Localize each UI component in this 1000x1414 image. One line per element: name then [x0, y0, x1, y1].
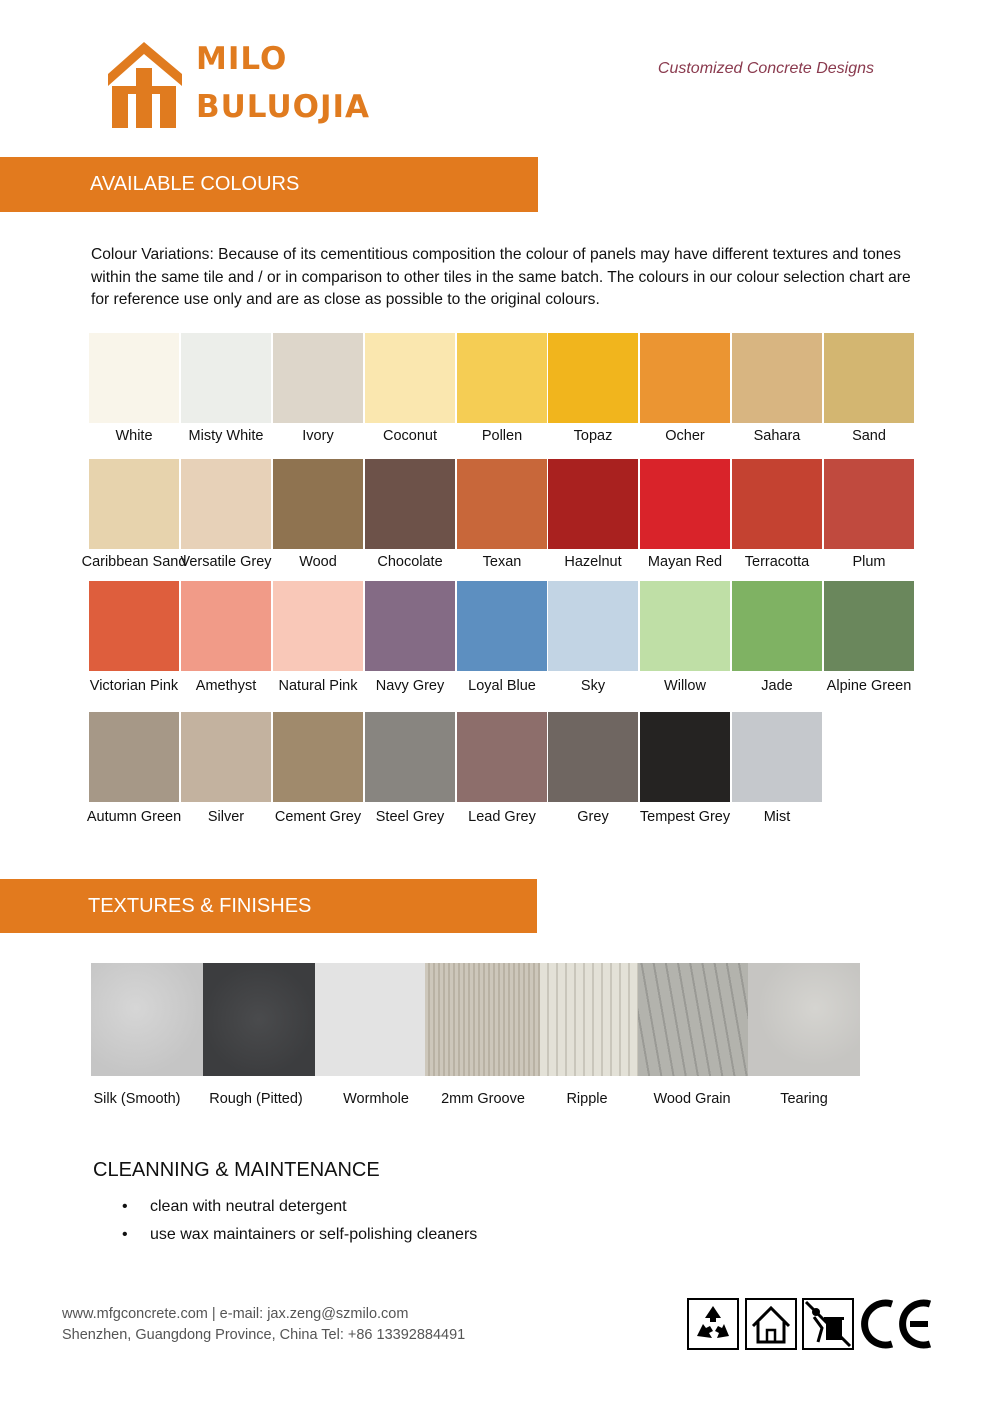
texture-sample [315, 963, 425, 1076]
house-logo-icon [106, 40, 186, 132]
colour-swatch [640, 712, 730, 802]
colour-swatch-label: Terracotta [744, 554, 810, 570]
ce-mark-text [934, 1296, 935, 1297]
texture-sample [91, 963, 203, 1076]
colour-swatch [457, 333, 547, 423]
texture-sample [203, 963, 315, 1076]
colour-swatch [365, 459, 455, 549]
colour-swatch [824, 581, 914, 671]
colour-swatch [89, 333, 179, 423]
colour-swatch-label: Topaz [573, 428, 613, 444]
cleaning-bullet: • use wax maintainers or self-polishing cleaners [122, 1221, 477, 1249]
texture-label: 2mm Groove [441, 1091, 525, 1107]
colour-swatch-label: Alpine Green [826, 678, 912, 694]
texture-label: Ripple [566, 1091, 608, 1107]
texture-label: Wormhole [343, 1091, 409, 1107]
colour-swatch-label: Victorian Pink [89, 678, 179, 694]
colour-swatch [365, 333, 455, 423]
ce-mark-icon [860, 1296, 934, 1357]
colour-swatch [457, 459, 547, 549]
colour-swatch-label: Tempest Grey [639, 809, 731, 825]
cleaning-list [122, 1193, 477, 1249]
colour-swatch [732, 459, 822, 549]
colour-swatch-label: Ocher [665, 428, 705, 444]
texture-label: Tearing [780, 1091, 828, 1107]
colour-swatch [640, 581, 730, 671]
colour-swatch-label: Coconut [382, 428, 437, 444]
colour-swatch [732, 581, 822, 671]
colour-swatch-label: Misty White [188, 428, 264, 444]
colour-swatch [273, 581, 363, 671]
colour-swatch [548, 333, 638, 423]
colour-swatch [548, 712, 638, 802]
colour-swatch-label: Grey [577, 809, 609, 825]
texture-sample [540, 963, 638, 1076]
texture-sample [638, 963, 748, 1076]
cleaning-bullet: • clean with neutral detergent [122, 1193, 477, 1221]
texture-label: Wood Grain [653, 1091, 731, 1107]
colour-swatch-label: Silver [207, 809, 245, 825]
colour-swatch [181, 712, 271, 802]
texture-sample [425, 963, 540, 1076]
colour-swatch [640, 333, 730, 423]
colour-swatch-label: Sand [852, 428, 886, 444]
logo-line2: BULUOJIA [196, 89, 371, 125]
house-icon [745, 1298, 797, 1355]
colour-swatch [824, 333, 914, 423]
colour-swatch-label: Willow [664, 678, 706, 694]
colour-swatch-label: Amethyst [195, 678, 257, 694]
tagline: Customized Concrete Designs [657, 60, 874, 77]
footer-contact [62, 1304, 465, 1346]
colour-swatch-label: Plum [852, 554, 886, 570]
colour-swatch [273, 459, 363, 549]
colour-swatch [640, 459, 730, 549]
texture-label: Silk (Smooth) [93, 1091, 181, 1107]
colour-swatch [457, 712, 547, 802]
cleaning-title: CLEANNING & MAINTENANCE [93, 1159, 380, 1181]
colour-swatch-label: Navy Grey [375, 678, 445, 694]
colour-swatch [89, 712, 179, 802]
colour-swatch [89, 459, 179, 549]
footer-web-email: www.mfgconcrete.com | e-mail: jax.zeng@szmilo.com [62, 1306, 409, 1322]
colour-swatch-label: Sky [580, 678, 606, 694]
colour-swatch [732, 333, 822, 423]
company-logo [106, 40, 406, 132]
colour-swatch [548, 459, 638, 549]
colour-swatch [273, 712, 363, 802]
colour-swatch-label: Steel Grey [375, 809, 445, 825]
colour-swatch-label: White [115, 428, 153, 444]
textures-section-title: TEXTURES & FINISHES [0, 879, 537, 933]
colour-swatch-label: Wood [299, 554, 337, 570]
no-litter-icon [802, 1298, 854, 1355]
colour-swatch-label: Versatile Grey [180, 554, 272, 570]
colour-swatch [181, 581, 271, 671]
colour-swatch-label: Natural Pink [278, 678, 358, 694]
colour-swatch [181, 333, 271, 423]
logo-line1: MILO [196, 41, 288, 77]
texture-sample [748, 963, 860, 1076]
colour-swatch-label: Cement Grey [274, 809, 362, 825]
colour-swatch [732, 712, 822, 802]
colour-swatch-label: Caribbean Sand [81, 554, 187, 570]
colour-swatch [457, 581, 547, 671]
colour-swatch [181, 459, 271, 549]
recycle-icon [687, 1298, 739, 1355]
colour-swatch-label: Ivory [302, 428, 334, 444]
colour-swatch [273, 333, 363, 423]
colour-swatch-label: Loyal Blue [468, 678, 536, 694]
colour-swatch [548, 581, 638, 671]
colour-swatch-label: Mayan Red [647, 554, 723, 570]
colour-swatch-label: Hazelnut [564, 554, 622, 570]
colour-swatch-label: Pollen [481, 428, 523, 444]
colour-swatch-label: Sahara [753, 428, 801, 444]
colours-section-title: AVAILABLE COLOURS [0, 157, 538, 212]
texture-label: Rough (Pitted) [209, 1091, 303, 1107]
colours-intro-text: Colour Variations: Because of its cementitious composition the colour of panels may have different textures and tones within the same tile and / or in comparison to other tiles in the same batch. The colours in our colour selection chart are for reference use only and are as close as possible to the original colours. [91, 246, 911, 308]
colour-swatch [365, 712, 455, 802]
colour-swatch-label: Texan [482, 554, 522, 570]
colour-swatch [824, 459, 914, 549]
colour-swatch-label: Jade [761, 678, 793, 694]
footer-address-phone: Shenzhen, Guangdong Province, China Tel: +86 13392884491 [62, 1327, 466, 1343]
colour-swatch-label: Lead Grey [468, 809, 536, 825]
colour-swatch [89, 581, 179, 671]
colour-swatch [365, 581, 455, 671]
colour-swatch-label: Autumn Green [86, 809, 182, 825]
colour-swatch-label: Mist [763, 809, 791, 825]
colour-swatch-label: Chocolate [377, 554, 443, 570]
